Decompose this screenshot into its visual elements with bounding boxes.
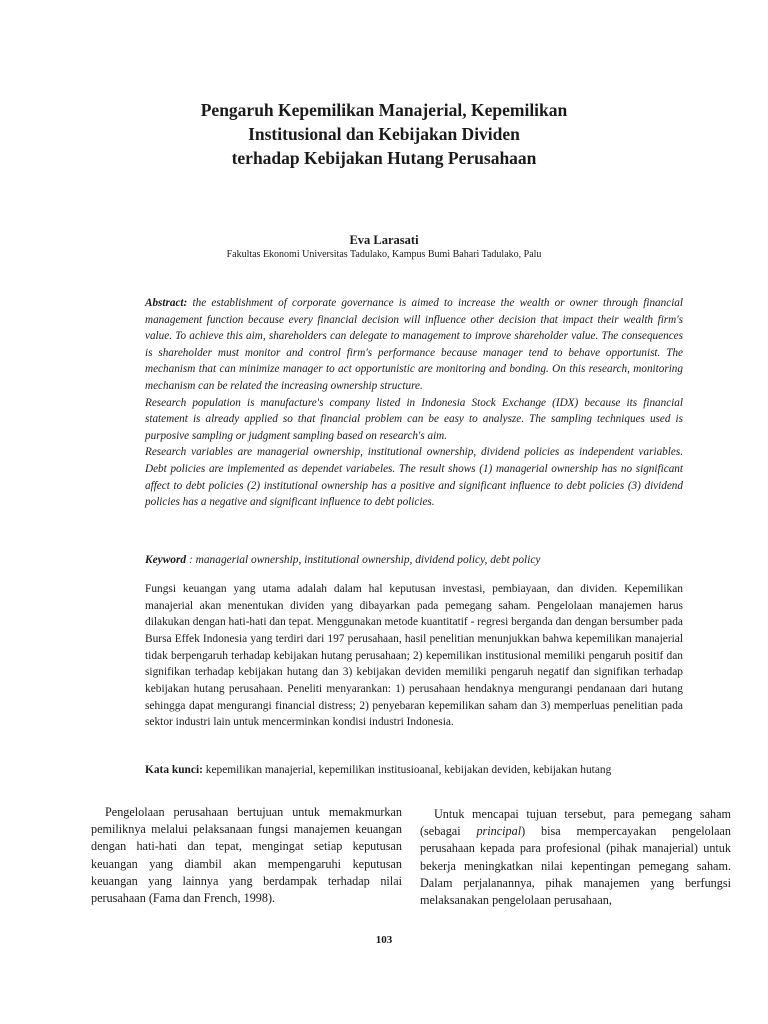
paper-title bbox=[150, 98, 618, 170]
keyword-text: : managerial ownership, institutional ownership, dividend policy, debt policy bbox=[186, 554, 541, 566]
kata-kunci-text: kepemilikan manajerial, kepemilikan institusioanal, kebijakan deviden, kebijakan hutang bbox=[202, 764, 612, 776]
author-name: Eva Larasati bbox=[349, 233, 419, 247]
abstract-label: Abstract: bbox=[145, 297, 188, 309]
page-number: 103 bbox=[375, 934, 393, 946]
abstract bbox=[145, 295, 683, 511]
abstract-paragraph bbox=[145, 295, 683, 395]
title-line: Pengaruh Kepemilikan Manajerial, Kepemilikan bbox=[200, 100, 568, 120]
kata-kunci-label: Kata kunci: bbox=[145, 764, 203, 776]
keywords-indonesian bbox=[145, 762, 683, 778]
keyword-label: Keyword bbox=[145, 554, 187, 566]
author-affiliation: Fakultas Ekonomi Universitas Tadulako, Kampus Bumi Bahari Tadulako, Palu bbox=[226, 249, 542, 260]
abstract-indonesian: Fungsi keuangan yang utama adalah dalam hal keputusan investasi, pembiayaan, dan dividen. Kepemilikan manajerial akan menentukan dividen yang dibayarkan pada pemegang saham. Pengelolaan manajemen harus dilakukan dengan hati-hati dan tepat. Menggunakan metode kuantitatif - regresi berganda dan dengan bersumber pada Bursa Effek Indonesia yang terdiri dari 197 perusahaan, hasil penelitian menunjukkan bahwa kepemilikan manajerial tidak berpengaruh terhadap kebijakan hutang perusahaan; 2) kepemilikan institusional memiliki pengaruh positif dan signifikan terhadap kebijakan hutang dan 3) kebijakan deviden memiliki pengaruh negatif dan signifikan terhadap kebijakan hutang perusahaan. Peneliti menyarankan: 1) perusahaan hendaknya mengurangi pendanaan dari hutang sehingga dapat mengurangi financial distress; 2) penyebaran kepemilikan saham dan 3) memperluas penelitian pada sektor industri lain untuk mencerminkan kondisi industri Indonesia. bbox=[145, 583, 683, 729]
body-text: Untuk mencapai tujuan tersebut, para pemegang saham (sebagai bbox=[420, 807, 731, 839]
title-line: terhadap Kebijakan Hutang Perusahaan bbox=[231, 148, 537, 168]
body-column-left: Pengelolaan perusahaan bertujuan untuk memakmurkan pemiliknya melalui pelaksanaan fungsi manajemen keuangan dengan hati-hati dan tepat, mengingat setiap keputusan keuangan yang diambil akan mempengaruhi keputusan keuangan yang lainnya yang berdampak terhadap nilai perusahaan (Fama dan French, 1998). bbox=[91, 805, 402, 906]
title-line: Institusional dan Kebijakan Dividen bbox=[248, 124, 520, 144]
abstract-paragraph: Research population is manufacture's company listed in Indonesia Stock Exchange (IDX) because its financial statement is already applied so that financial problem can be easy to analysze. The sampling techniques used is purposive sampling or judgment sampling based on research's aim. bbox=[145, 396, 683, 442]
keywords-english bbox=[145, 552, 683, 568]
body-italic-term: principal bbox=[476, 824, 522, 839]
abstract-paragraph: Research variables are managerial ownership, institutional ownership, dividend policies as independent variables. Debt policies are implemented as dependet variabeles. The result shows (1) managerial ownership has no significant affect to debt policies (2) institutional ownership has a positive and significant influence to debt policies (3) dividend policies has a negative and significant influence to debt policies. bbox=[145, 446, 683, 509]
body-column-right bbox=[420, 806, 731, 909]
abstract-text: the establishment of corporate governance is aimed to increase the wealth or owner through financial management function because every financial decision will influence other decision that impact their wealth firm's value. To achieve this aim, shareholders can delegate to management to improve shareholder value. The consequences is shareholder must monitor and control firm's performance because manager tend to behave opportunist. The mechanism that can minimize manager to act opportunistic are monitoring and bonding. On this research, monitoring mechanism can be related the increasing ownership structure. bbox=[145, 297, 684, 392]
body-text: ) bisa mempercayakan pengelolaan perusahaan kepada para profesional (pihak manajerial) untuk bekerja meningkatkan nilai kepentingan pemegang saham. Dalam perjalanannya, pihak manajemen yang berfungsi melaksanakan pengelolaan perusahaan, bbox=[420, 824, 732, 908]
